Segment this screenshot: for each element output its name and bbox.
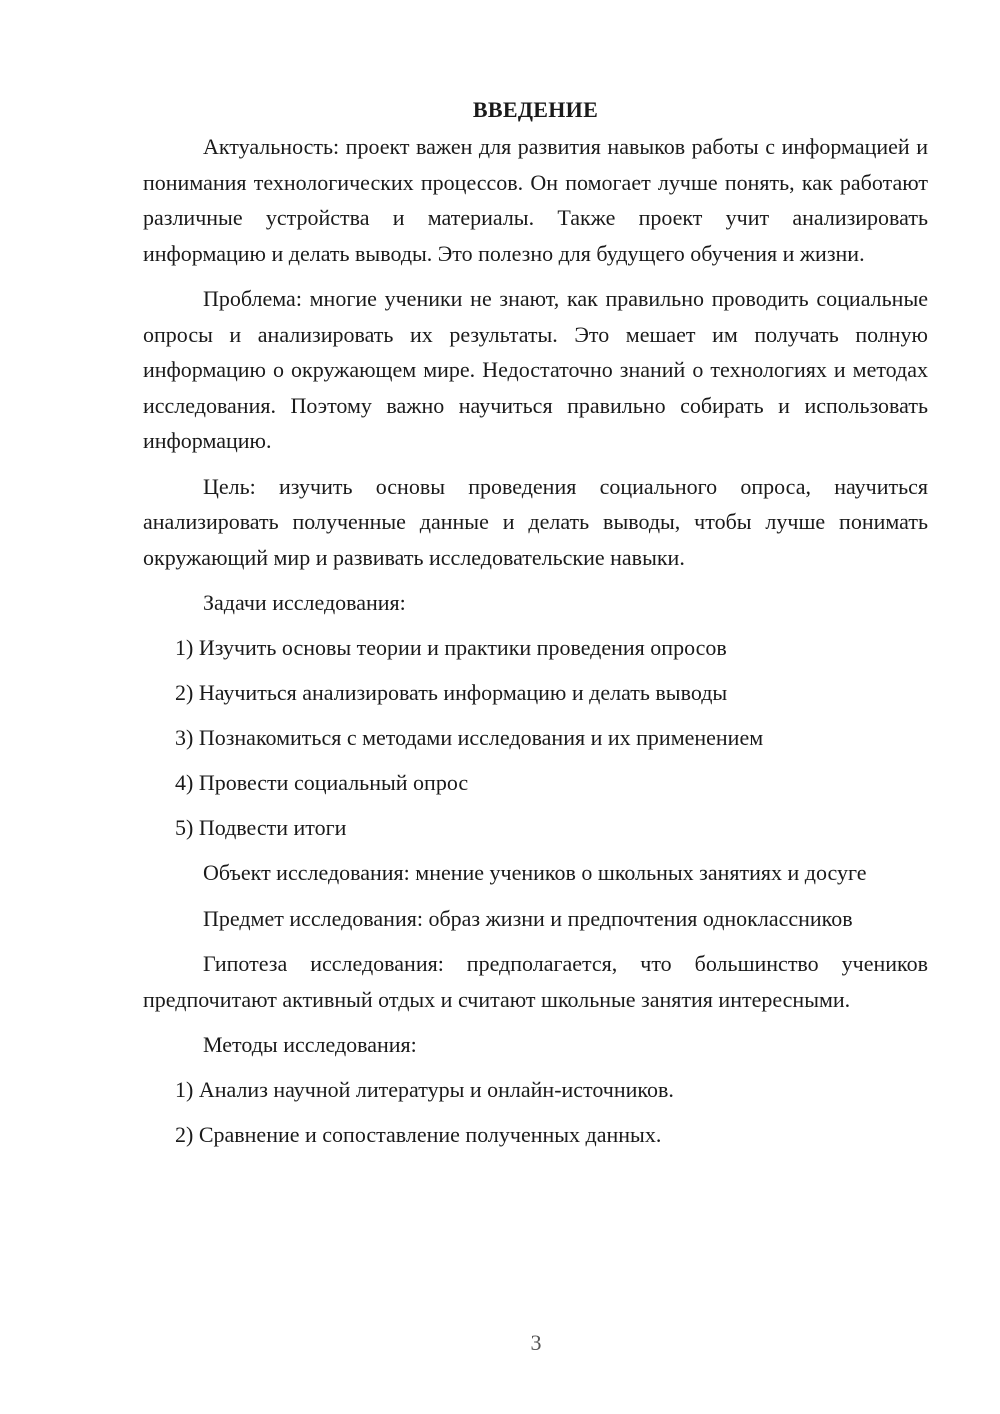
method-item: 1) Анализ научной литературы и онлайн-источников. [175, 1077, 674, 1102]
goal-paragraph: Цель: изучить основы проведения социального опроса, научиться анализировать полученные данные и делать выводы, чтобы лучше понимать окружающий мир и развивать исследовательские навыки. [143, 473, 928, 570]
subject-paragraph: Предмет исследования: образ жизни и предпочтения одноклассников [203, 905, 853, 931]
section-title: ВВЕДЕНИЕ [472, 97, 599, 122]
page-number: 3 [530, 1330, 542, 1355]
task-item: 5) Подвести итоги [175, 815, 347, 840]
methods-label: Методы исследования: [203, 1032, 417, 1057]
object-paragraph: Объект исследования: мнение учеников о школьных занятиях и досуге [203, 860, 867, 885]
task-item: 2) Научиться анализировать информацию и делать выводы [175, 680, 728, 705]
problem-paragraph: Проблема: многие ученики не знают, как правильно проводить социальные опросы и анализировать их результаты. Это мешает им получать полную информацию о окружающем мире. Недостаточно знаний о технологиях и методах исследования. Поэтому важно научиться правильно собирать и использовать информацию. [143, 286, 928, 453]
method-item: 2) Сравнение и сопоставление полученных данных. [175, 1122, 662, 1147]
methods-list [143, 1072, 928, 1152]
task-item: 1) Изучить основы теории и практики проведения опросов [175, 635, 727, 660]
relevance-paragraph: Актуальность: проект важен для развития навыков работы с информацией и понимания технологических процессов. Он помогает лучше понять, как работают различные устройства и материалы. Также проект учит анализировать информацию и делать выводы. Это полезно для будущего обучения и жизни. [143, 134, 928, 266]
hypothesis-paragraph: Гипотеза исследования: предполагается, что большинство учеников предпочитают активный отдых и считают школьные занятия интересными. [143, 951, 928, 1012]
task-item: 3) Познакомиться с методами исследования и их применением [175, 725, 764, 750]
tasks-label: Задачи исследования: [203, 590, 406, 615]
document-page [143, 92, 928, 1162]
tasks-list [143, 630, 928, 845]
task-item: 4) Провести социальный опрос [175, 770, 469, 795]
